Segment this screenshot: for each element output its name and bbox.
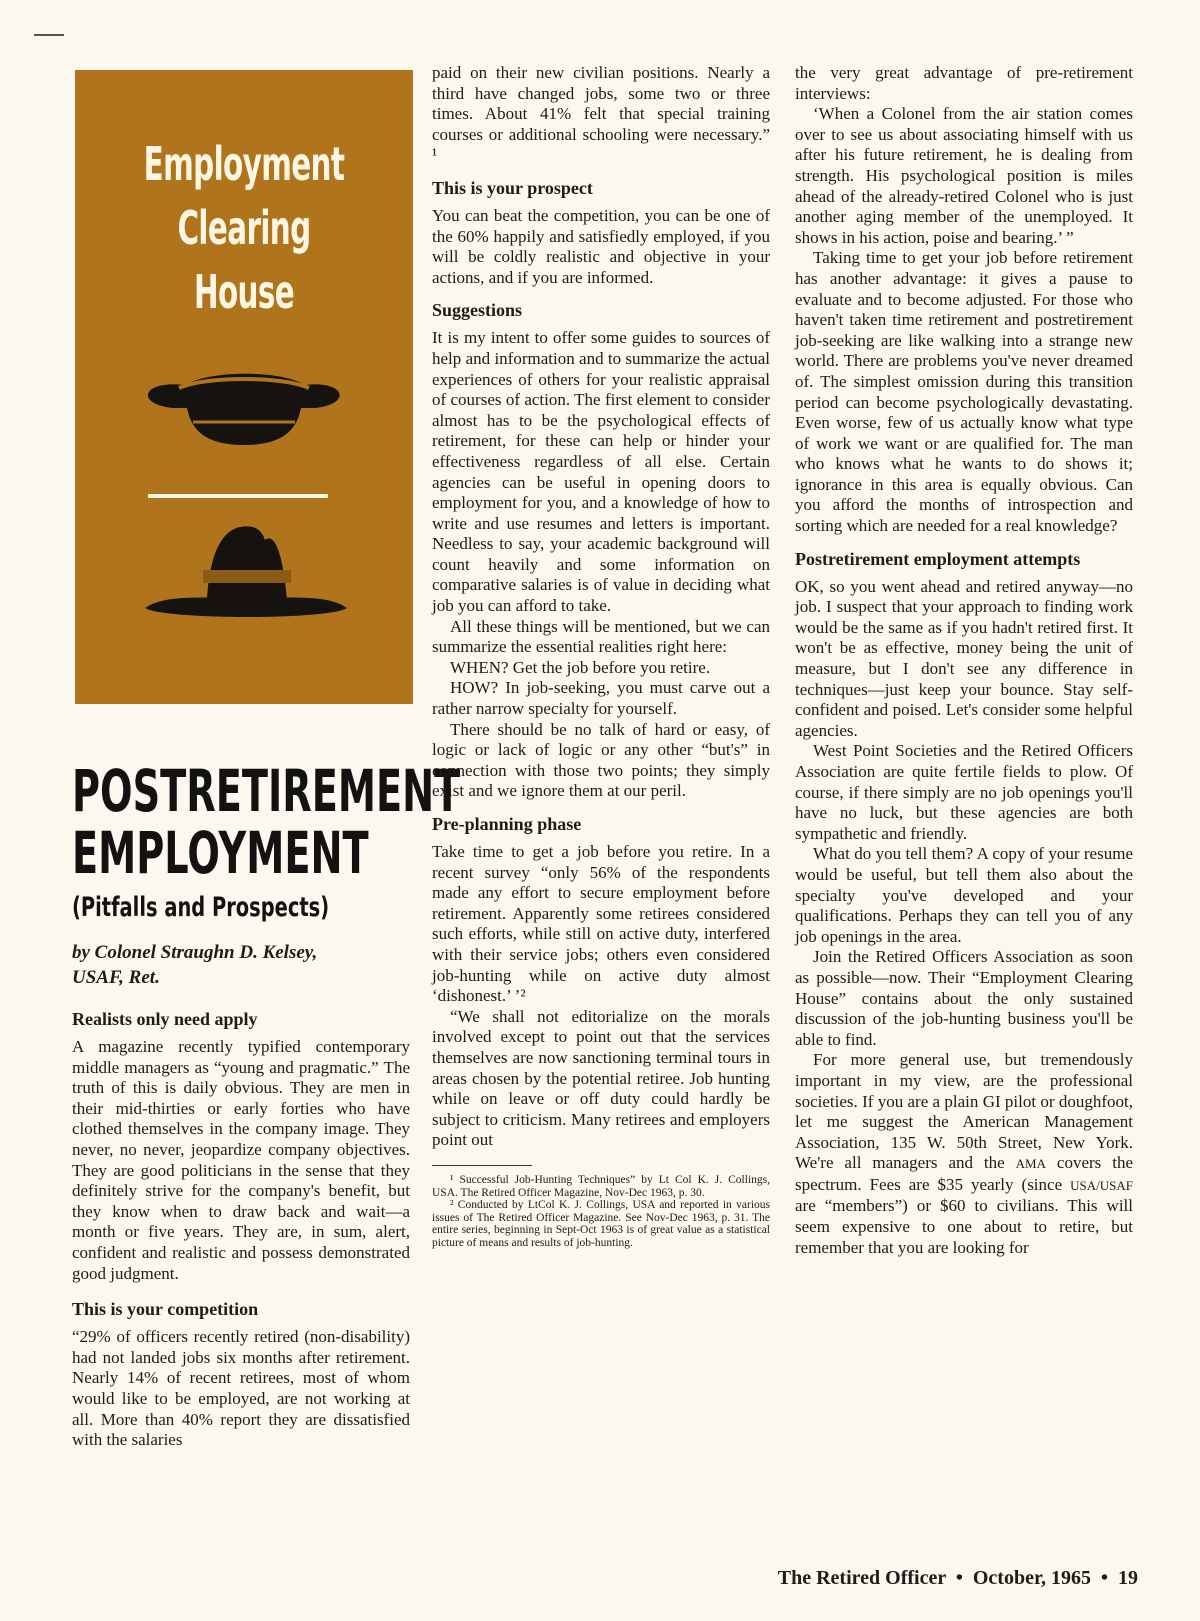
heading-realists: Realists only need apply (72, 1009, 258, 1029)
fedora-hat-icon (145, 526, 347, 617)
article-subtitle: (Pitfalls and Prospects) (72, 892, 330, 923)
paragraph: HOW? In job-seeking, you must carve out a rather narrow specialty for yourself. (432, 678, 770, 719)
illustration-banner (75, 70, 413, 704)
column-3 (795, 63, 1133, 1258)
page-footer: The Retired Officer • October, 1965 • 19 (777, 1567, 1138, 1589)
heading-preplanning: Pre-planning phase (432, 814, 582, 834)
heading-competition: This is your competition (72, 1299, 259, 1320)
paragraph: What do you tell them? A copy of your resume would be useful, but tell them also about the specialty you've developed and your qualifications. Perhaps they can tell you of any job openings in the area. (795, 844, 1133, 946)
small-caps-usa-usaf: USA/USAF (1070, 1177, 1133, 1193)
paragraph: ‘When a Colonel from the air station comes over to see us about associating himself with us after his future retirement, he is dealing from strength. His psychological position is miles ahead of the already-retired Colonel who is just another aging member of the unemployed. It shows in his action, poise and bearing.’ ” (795, 104, 1133, 247)
footnote-divider (432, 1165, 532, 1166)
paragraph: “We shall not editorialize on the morals involved except to point out that the services themselves are now sanctioning terminal tours in areas chosen by the potential retiree. Job hunting while on leave or off duty could hardly be subject to criticism. Many retirees and employers point out (432, 1006, 770, 1150)
footnote-2: ² Conducted by LtCol K. J. Collings, USA and reported in various issues of The Retired Officer Magazine. See Nov-Dec 1963, p. 31. The entire series, beginning in Sept-Oct 1963 is of great value as a statistical picture of means and results of job-hunting. (432, 1199, 770, 1249)
paragraph: Join the Retired Officers Association as soon as possible—now. Their “Employment Clearing House” contains about the only sustained discussion of the job-hunting business you'll be able to find. (795, 947, 1133, 1049)
byline: by Colonel Straughn D. Kelsey, USAF, Ret. (72, 942, 318, 988)
paragraph: You can beat the competition, you can be one of the 60% happily and satisfiedly employed, if you will be coldly realistic and objective in your actions, and if you are informed. (432, 205, 770, 287)
paragraph: For more general use, but tremendously important in my view, are the professional societies. If you are a plain GI pilot or doughfoot, let me suggest the American Management Association, 135 W. 50th Street, New York. We're all managers and the AMA covers the spectrum. Fees are $35 yearly (since USA/USAF are “members”) or $60 to civilians. This will seem expensive to one about to retire, but remember that you are looking for (795, 1050, 1133, 1257)
column-1 (72, 1008, 410, 1451)
paragraph: the very great advantage of pre-retirement interviews: (795, 63, 1133, 103)
military-cap-icon (148, 374, 340, 445)
small-caps-ama: AMA (1015, 1156, 1046, 1172)
column-2 (432, 63, 770, 1249)
paragraph: “29% of officers recently retired (non-disability) had not landed jobs six months after retirement. Nearly 14% of recent retirees, most of whom would like to be employed, are not working at all. More than 40% report they are dissatisfied with the salaries (72, 1327, 410, 1450)
paragraph: paid on their new civilian positions. Nearly a third have changed jobs, some two or three times. About 41% felt that special training courses or additional schooling were necessary.” ¹ (432, 63, 770, 165)
divider-line (148, 494, 328, 498)
paragraph: Take time to get a job before you retire. In a recent survey “only 56% of the respondents made any effort to secure employment before retirement. Apparently some retirees considered such efforts, while still on active duty, interfered with their service jobs; others even considered job-hunting while on active duty almost ‘dishonest.’ ’² (432, 842, 770, 1006)
paragraph: Taking time to get your job before retirement has another advantage: it gives a pause to evaluate and to become adjusted. For those who haven't taken time retirement and postretirement job-seeking are like walking into a strange new world. There are problems you've never dreamed of. The simplest omission during this transition period can become psychologically devastating. Even worse, few of us actually know what type of work we want or are qualified for. The man who knows what he wants to do shows it; ignorance in this area is equally obvious. Can you afford the months of introspection and sorting which are needed for a real knowledge? (795, 248, 1133, 536)
article-headline: POSTRETIREMENT EMPLOYMENT (72, 757, 461, 887)
corner-mark (34, 34, 64, 36)
heading-prospect: This is your prospect (432, 177, 593, 198)
paragraph: All these things will be mentioned, but we can summarize the essential realities right here: (432, 616, 770, 657)
banner-title: Employment Clearing House (143, 137, 345, 319)
paragraph: WHEN? Get the job before you retire. (450, 657, 711, 677)
paragraph: There should be no talk of hard or easy, of logic or lack of logic or any other “but's” in connection with those two points; they simply exist and we ignore them at our peril. (432, 719, 770, 801)
paragraph: OK, so you went ahead and retired anyway—no job. I suspect that your approach to finding work would be the same as if you hadn't retired first. It won't be as effective, money being the unit of measure, but I don't see any difference in techniques—just keep your bounce. Stay self-confident and poised. Let's consider some helpful agencies. (795, 576, 1133, 740)
heading-attempts: Postretirement employment attempts (795, 548, 1081, 569)
heading-suggestions: Suggestions (432, 300, 523, 321)
footnote-1: ¹ Successful Job-Hunting Techniques” by Lt Col K. J. Collings, USA. The Retired Officer Magazine, Nov-Dec 1963, p. 30. (432, 1173, 770, 1199)
paragraph: West Point Societies and the Retired Officers Association are quite fertile fields to plow. Of course, if there simply are no job openings you'll have no luck, but these agencies are both sympathetic and friendly. (795, 741, 1133, 843)
hats-illustration (75, 70, 413, 704)
paragraph: It is my intent to offer some guides to sources of help and information and to summarize the actual experiences of others for your realistic appraisal of courses of action. The first element to consider almost has to be the psychological effects of retirement, for these can help or hinder your effectiveness regardless of all else. Certain agencies can be useful in opening doors to employment for you, and a knowledge of how to write and use resumes and letters is important. Needless to say, your academic background will count heavily and some information on comparative salaries is of value in deciding what job you can afford to take. (432, 328, 770, 616)
paragraph: A magazine recently typified contemporary middle managers as “young and pragmatic.” The truth of this is daily obvious. They are men in their mid-thirties or early forties who have clothed themselves in the company image. They never, no never, jeopardize company objectives. They are good politicians in the sense that they definitely strive for the company's benefit, but they know when to draw back and wait—a month or five years. They are, in sum, alert, confident and realistic and possess demonstrated good judgment. (72, 1037, 410, 1283)
